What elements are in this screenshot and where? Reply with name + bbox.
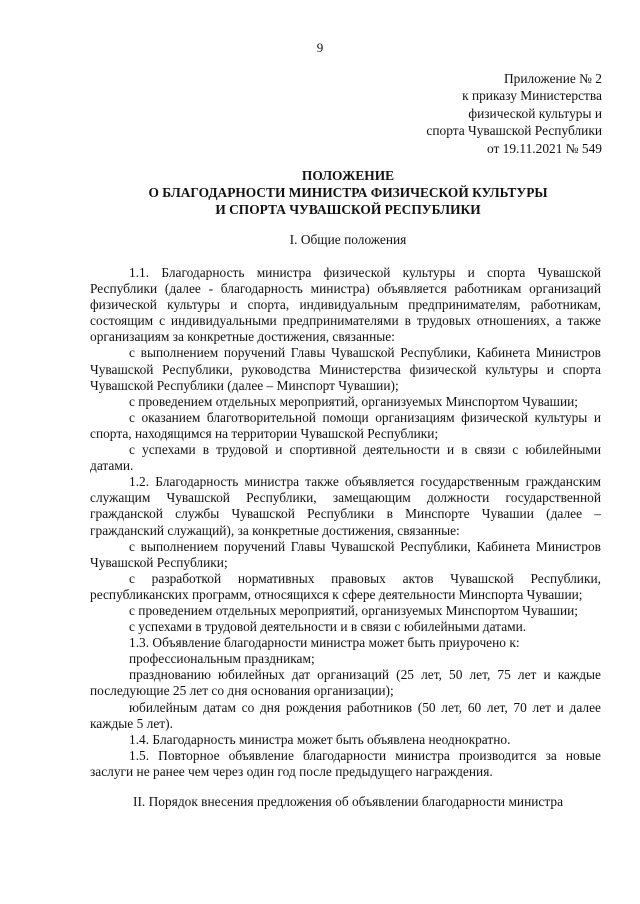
document-title xyxy=(60,167,636,218)
title-line: И СПОРТА ЧУВАШСКОЙ РЕСПУБЛИКИ xyxy=(215,202,481,217)
title-line: ПОЛОЖЕНИЕ xyxy=(301,168,395,183)
appendix-line: к приказу Министерства xyxy=(462,88,602,104)
paragraph: празднованию юбилейных дат организаций (25 лет, 50 лет, 75 лет и каждые последующие 25 лет со дня основания организации); xyxy=(90,667,601,699)
paragraph: профессиональным праздникам; xyxy=(129,651,315,667)
paragraph: с успехами в трудовой и спортивной деятельности и в связи с юбилейными датами. xyxy=(90,442,601,474)
appendix-line: Приложение № 2 xyxy=(503,71,602,86)
paragraph: 1.2. Благодарность министра также объявляется государственным гражданским служащим Чувашской Республики, замещающим должности государственной гражданской службы Чувашской Республики в Минспорте Чувашии (далее – гражданский служащий), за конкретные достижения, связанные: xyxy=(90,474,601,538)
page-number: 9 xyxy=(316,40,324,55)
paragraph: 1.4. Благодарность министра может быть объявлена неоднократно. xyxy=(129,731,511,747)
paragraph: 1.3. Объявление благодарности министра может быть приурочено к: xyxy=(129,635,520,651)
appendix-block xyxy=(426,70,602,157)
paragraph: с успехами в трудовой деятельности и в связи с юбилейными датами. xyxy=(129,619,527,635)
document-body xyxy=(90,265,601,780)
paragraph: с проведением отдельных мероприятий, организуемых Минспортом Чувашии; xyxy=(129,602,579,618)
appendix-line: спорта Чувашской Республики xyxy=(426,123,602,139)
title-line: О БЛАГОДАРНОСТИ МИНИСТРА ФИЗИЧЕСКОЙ КУЛЬТУРЫ xyxy=(148,185,548,200)
paragraph: 1.5. Повторное объявление благодарности министра производится за новые заслуги не ранее чем через один год после предыдущего награждения. xyxy=(90,747,601,779)
section-heading-1: I. Общие положения xyxy=(289,232,407,247)
section-heading-2: II. Порядок внесения предложения об объявлении благодарности министра xyxy=(132,794,564,809)
paragraph: с проведением отдельных мероприятий, организуемых Минспортом Чувашии; xyxy=(129,393,579,409)
paragraph: 1.1. Благодарность министра физической культуры и спорта Чувашской Республики (далее - благодарность министра) объявляется работникам организаций физической культуры и спорта, индивидуальным предпринимателям, работникам, состоящим с индивидуальными предпринимателями в трудовых отношениях, а также организациям за конкретные достижения, связанные: xyxy=(90,265,601,345)
paragraph: с выполнением поручений Главы Чувашской Республики, Кабинета Министров Чувашской Республики; xyxy=(90,538,601,570)
paragraph: с оказанием благотворительной помощи организациям физической культуры и спорта, находящимся на территории Чувашской Республики; xyxy=(90,409,601,441)
appendix-line: физической культуры и xyxy=(468,105,602,121)
paragraph: юбилейным датам со дня рождения работников (50 лет, 60 лет, 70 лет и далее каждые 5 лет). xyxy=(90,699,601,731)
paragraph: с выполнением поручений Главы Чувашской Республики, Кабинета Министров Чувашской Республики, руководства Министерства физической культуры и спорта Чувашской Республики (далее – Минспорт Чувашии); xyxy=(90,345,601,393)
appendix-line: от 19.11.2021 № 549 xyxy=(486,140,602,156)
paragraph: с разработкой нормативных правовых актов Чувашской Республики, республиканских программ, относящихся к сфере деятельности Минспорта Чувашии; xyxy=(90,570,601,602)
